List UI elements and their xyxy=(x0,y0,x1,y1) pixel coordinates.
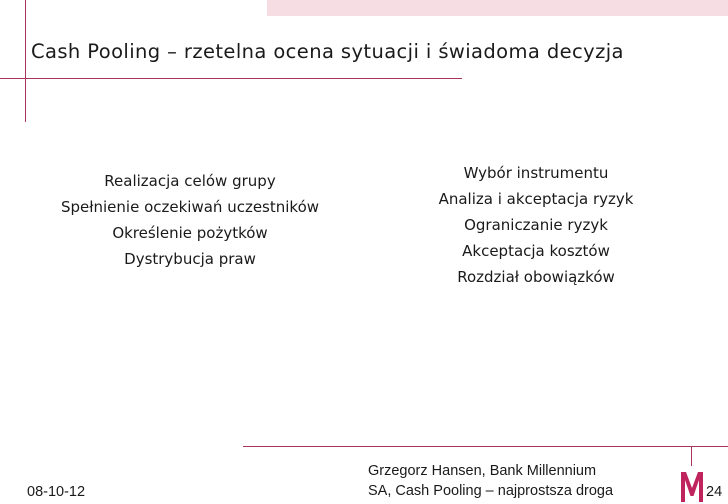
list-item: Analiza i akceptacja ryzyk xyxy=(438,190,634,208)
footer-author-line: SA, Cash Pooling – najprostsza droga xyxy=(368,483,614,499)
footer-date: 08-10-12 xyxy=(27,484,86,500)
slide-title: Cash Pooling – rzetelna ocena sytuacji i świadoma decyzja xyxy=(31,40,624,63)
bank-millennium-logo-icon xyxy=(678,466,706,504)
header-band xyxy=(267,0,728,16)
list-item: Dystrybucja praw xyxy=(124,250,256,268)
list-item: Wybór instrumentu xyxy=(463,164,609,182)
title-underline xyxy=(0,78,462,79)
page-number: 24 xyxy=(706,484,723,500)
list-item: Spełnienie oczekiwań uczestników xyxy=(60,198,320,216)
list-item: Rozdział obowiązków xyxy=(457,268,615,286)
list-item: Ograniczanie ryzyk xyxy=(464,216,608,234)
list-item: Realizacja celów grupy xyxy=(104,172,276,190)
list-item: Akceptacja kosztów xyxy=(462,242,610,260)
list-item: Określenie pożytków xyxy=(112,224,268,242)
footer-author xyxy=(368,461,613,501)
footer-author-line: Grzegorz Hansen, Bank Millennium xyxy=(368,463,597,479)
footer-divider xyxy=(243,446,728,447)
right-list xyxy=(400,160,672,290)
decorative-vertical-line xyxy=(25,0,26,122)
left-list xyxy=(40,168,340,272)
